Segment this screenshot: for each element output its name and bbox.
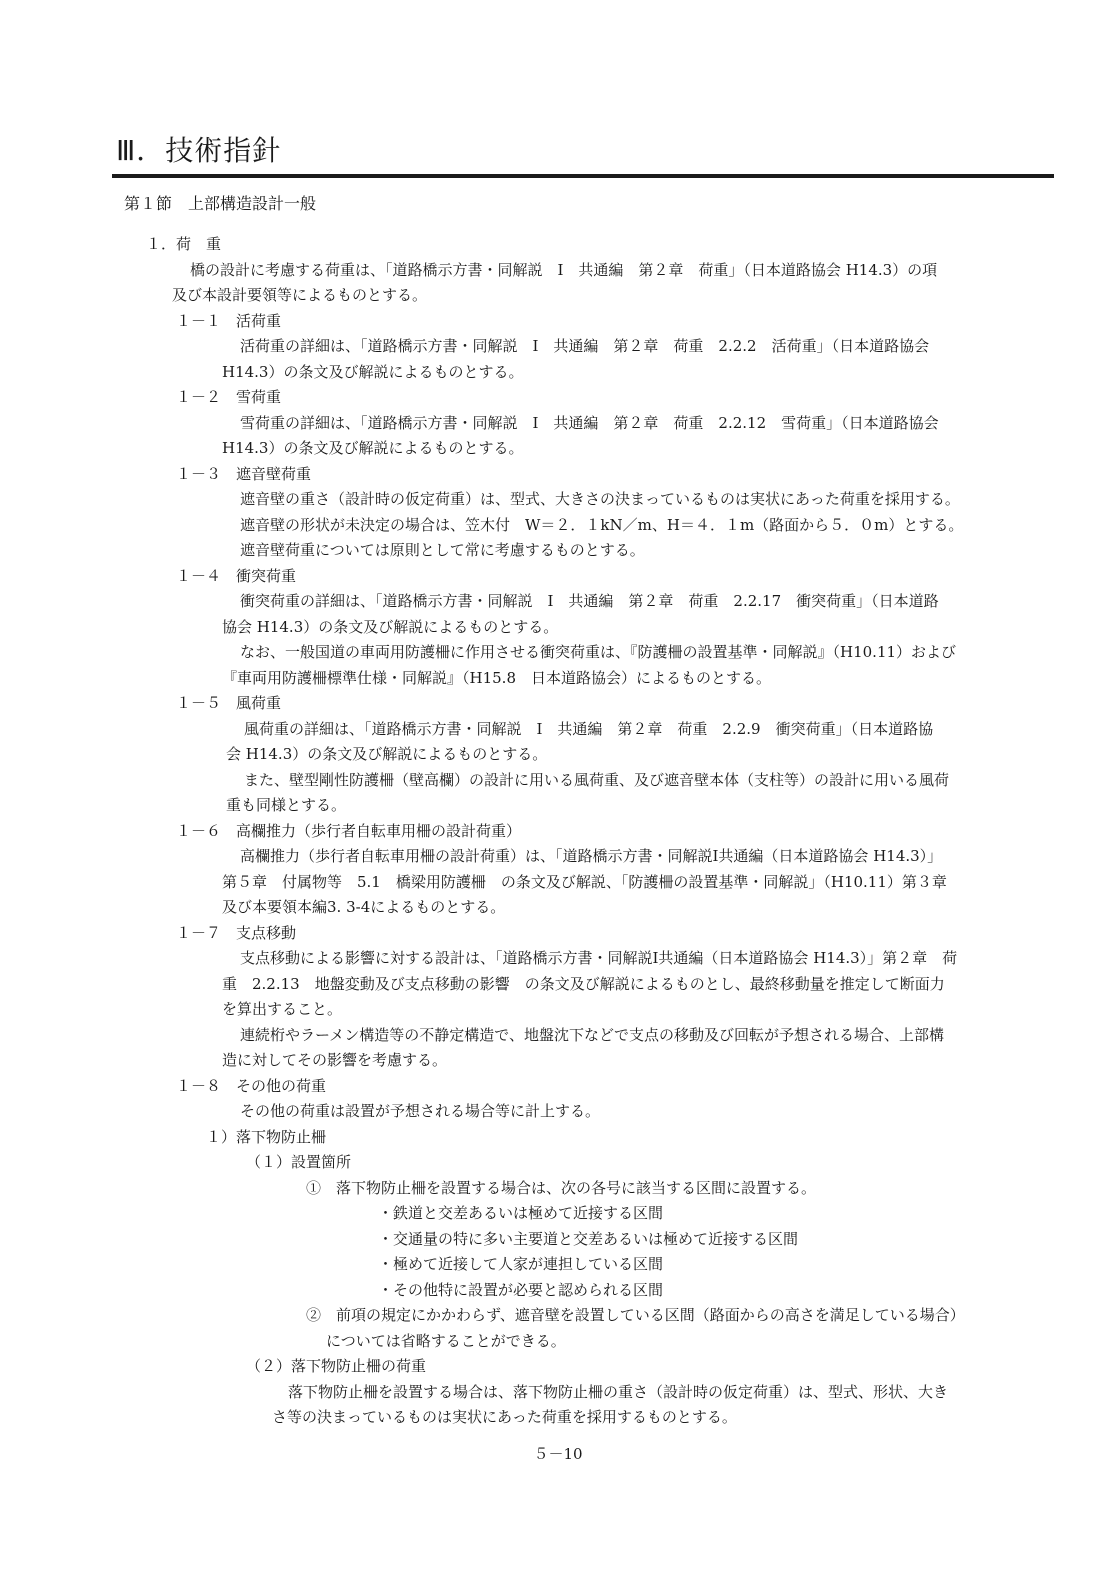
- text-line-content: 協会 H14.3）の条文及び解説によるものとする。: [222, 617, 559, 636]
- text-line: [0, 844, 1116, 870]
- text-line-content: ② 前項の規定にかかわらず、遮音壁を設置している区間（路面からの高さを満足している場合）: [306, 1306, 965, 1324]
- text-line: [0, 1303, 1116, 1329]
- text-line-content: 造に対してその影響を考慮する。: [222, 1051, 448, 1069]
- text-line: [0, 1227, 1116, 1253]
- text-line: [0, 1252, 1116, 1278]
- page-number: ５－10: [533, 1445, 583, 1463]
- text-line-content: １－４ 衝突荷重: [176, 566, 297, 585]
- text-line-content: また、壁型剛性防護柵（壁高欄）の設計に用いる風荷重、及び遮音壁本体（支柱等）の設計に用いる風荷: [244, 770, 950, 789]
- text-line-content: 及び本要領本編3. 3-4によるものとする。: [222, 898, 506, 916]
- text-line-content: 雪荷重の詳細は、「道路橋示方書・同解説 Ⅰ 共通編 第２章 荷重 2.2.12 雪荷重」（日本道路協会: [240, 413, 939, 432]
- text-line: [0, 1048, 1116, 1074]
- text-line: [0, 283, 1116, 309]
- text-line-content: ・交通量の特に多い主要道と交差あるいは極めて近接する区間: [378, 1229, 799, 1248]
- text-line-content: 遮音壁荷重については原則として常に考慮するものとする。: [240, 541, 645, 559]
- text-line: [0, 436, 1116, 462]
- text-line-content: 遮音壁の重さ（設計時の仮定荷重）は、型式、大きさの決まっているものは実状にあった荷重を採用する。: [240, 490, 960, 508]
- text-line-content: を算出すること。: [222, 1000, 343, 1018]
- text-line-content: １－６ 高欄推力（歩行者自転車用柵の設計荷重）: [176, 821, 522, 840]
- chapter-title: Ⅲ．技術指針: [116, 134, 282, 167]
- text-line: [0, 1150, 1116, 1176]
- text-line: [0, 870, 1116, 896]
- body-text: [0, 232, 1116, 1431]
- text-line: [0, 309, 1116, 335]
- text-line-content: その他の荷重は設置が予想される場合等に計上する。: [240, 1102, 601, 1120]
- text-line-content: （２）落下物防止柵の荷重: [246, 1357, 427, 1375]
- text-line-content: 衝突荷重の詳細は、「道路橋示方書・同解説 Ⅰ 共通編 第２章 荷重 2.2.17 衝突荷重」（日本道路: [240, 592, 939, 610]
- text-line: [0, 768, 1116, 794]
- text-line-content: １－８ その他の荷重: [176, 1076, 327, 1095]
- text-line-content: 重 2.2.13 地盤変動及び支点移動の影響 の条文及び解説によるものとし、最終移動量を推定して断面力: [222, 974, 945, 993]
- text-line: [0, 997, 1116, 1023]
- text-line: [0, 462, 1116, 488]
- text-line: [0, 589, 1116, 615]
- text-line: [0, 895, 1116, 921]
- text-line-content: １－３ 遮音壁荷重: [176, 464, 312, 483]
- text-line-content: 落下物防止柵を設置する場合は、落下物防止柵の重さ（設計時の仮定荷重）は、型式、形状、大き: [288, 1382, 949, 1401]
- text-line-content: 第５章 付属物等 5.1 橋梁用防護柵 の条文及び解説、「防護柵の設置基準・同解説」（H10.11）第３章: [222, 872, 947, 891]
- text-line: [0, 615, 1116, 641]
- text-line: [0, 1329, 1116, 1355]
- text-line: [0, 1023, 1116, 1049]
- section-title: 第１節 上部構造設計一般: [124, 194, 317, 213]
- text-line: [0, 742, 1116, 768]
- text-line-content: ① 落下物防止柵を設置する場合は、次の各号に該当する区間に設置する。: [306, 1178, 817, 1197]
- text-line: [0, 1354, 1116, 1380]
- text-line: [0, 258, 1116, 284]
- text-line: [0, 385, 1116, 411]
- text-line: [0, 666, 1116, 692]
- text-line: [0, 946, 1116, 972]
- text-line: [0, 232, 1116, 258]
- text-line-content: 及び本設計要領等によるものとする。: [172, 286, 428, 304]
- text-line-content: 橋の設計に考慮する荷重は、「道路橋示方書・同解説 Ⅰ 共通編 第２章 荷重」（日本道路協会 H14.3）の項: [190, 260, 938, 279]
- text-line: [0, 691, 1116, 717]
- text-line: [0, 1405, 1116, 1431]
- title-rule: [112, 174, 1054, 178]
- text-line: [0, 411, 1116, 437]
- text-line-content: 遮音壁の形状が未決定の場合は、笠木付 W＝２．１kN／m、H＝４．１m（路面から５．０m）とする。: [240, 515, 964, 534]
- text-line-content: ・その他特に設置が必要と認められる区間: [378, 1280, 664, 1299]
- text-line-content: さ等の決まっているものは実状にあった荷重を採用するものとする。: [272, 1408, 737, 1426]
- text-line-content: 会 H14.3）の条文及び解説によるものとする。: [226, 745, 548, 763]
- text-line-content: １．荷 重: [146, 235, 222, 253]
- text-line: [0, 640, 1116, 666]
- text-line-content: 高欄推力（歩行者自転車用柵の設計荷重）は、「道路橋示方書・同解説Ⅰ共通編（日本道路協会 H14.3）」: [240, 847, 943, 865]
- text-line: [0, 793, 1116, 819]
- text-line-content: （１）設置箇所: [246, 1153, 352, 1171]
- text-line-content: 重も同様とする。: [226, 796, 347, 814]
- text-line-content: については省略することができる。: [326, 1331, 566, 1350]
- text-line-content: １－１ 活荷重: [176, 311, 282, 330]
- text-line: [0, 1125, 1116, 1151]
- text-line: [0, 1176, 1116, 1202]
- text-line: [0, 1201, 1116, 1227]
- text-line: [0, 972, 1116, 998]
- text-line: [0, 360, 1116, 386]
- text-line: [0, 538, 1116, 564]
- text-line-content: 『車両用防護柵標準仕様・同解説』（H15.8 日本道路協会）によるものとする。: [222, 668, 771, 687]
- text-line-content: １）落下物防止柵: [206, 1127, 327, 1146]
- text-line-content: 活荷重の詳細は、「道路橋示方書・同解説 Ⅰ 共通編 第２章 荷重 2.2.2 活荷重」（日本道路協会: [240, 337, 930, 355]
- text-line: [0, 513, 1116, 539]
- text-line: [0, 819, 1116, 845]
- text-line-content: １－５ 風荷重: [176, 694, 282, 712]
- text-line-content: 連続桁やラーメン構造等の不静定構造で、地盤沈下などで支点の移動及び回転が予想される場合、上部構: [240, 1025, 944, 1044]
- text-line: [0, 1278, 1116, 1304]
- text-line-content: 風荷重の詳細は、「道路橋示方書・同解説 Ⅰ 共通編 第２章 荷重 2.2.9 衝突荷重」（日本道路協: [244, 719, 934, 738]
- text-line: [0, 1074, 1116, 1100]
- text-line: [0, 1380, 1116, 1406]
- text-line: [0, 717, 1116, 743]
- text-line-content: １－２ 雪荷重: [176, 388, 282, 406]
- text-line: [0, 564, 1116, 590]
- text-line-content: H14.3）の条文及び解説によるものとする。: [222, 362, 524, 381]
- text-line-content: 支点移動による影響に対する設計は、「道路橋示方書・同解説Ⅰ共通編（日本道路協会 H14.3）」第２章 荷: [240, 949, 958, 967]
- text-line: [0, 334, 1116, 360]
- text-line: [0, 487, 1116, 513]
- text-line-content: １－７ 支点移動: [176, 923, 297, 942]
- text-line-content: ・極めて近接して人家が連担している区間: [378, 1255, 664, 1273]
- text-line-content: H14.3）の条文及び解説によるものとする。: [222, 439, 524, 457]
- text-line: [0, 921, 1116, 947]
- text-line: [0, 1099, 1116, 1125]
- text-line-content: ・鉄道と交差あるいは極めて近接する区間: [378, 1204, 664, 1222]
- text-line-content: なお、一般国道の車両用防護柵に作用させる衝突荷重は、『防護柵の設置基準・同解説』（H10.11）および: [240, 643, 957, 661]
